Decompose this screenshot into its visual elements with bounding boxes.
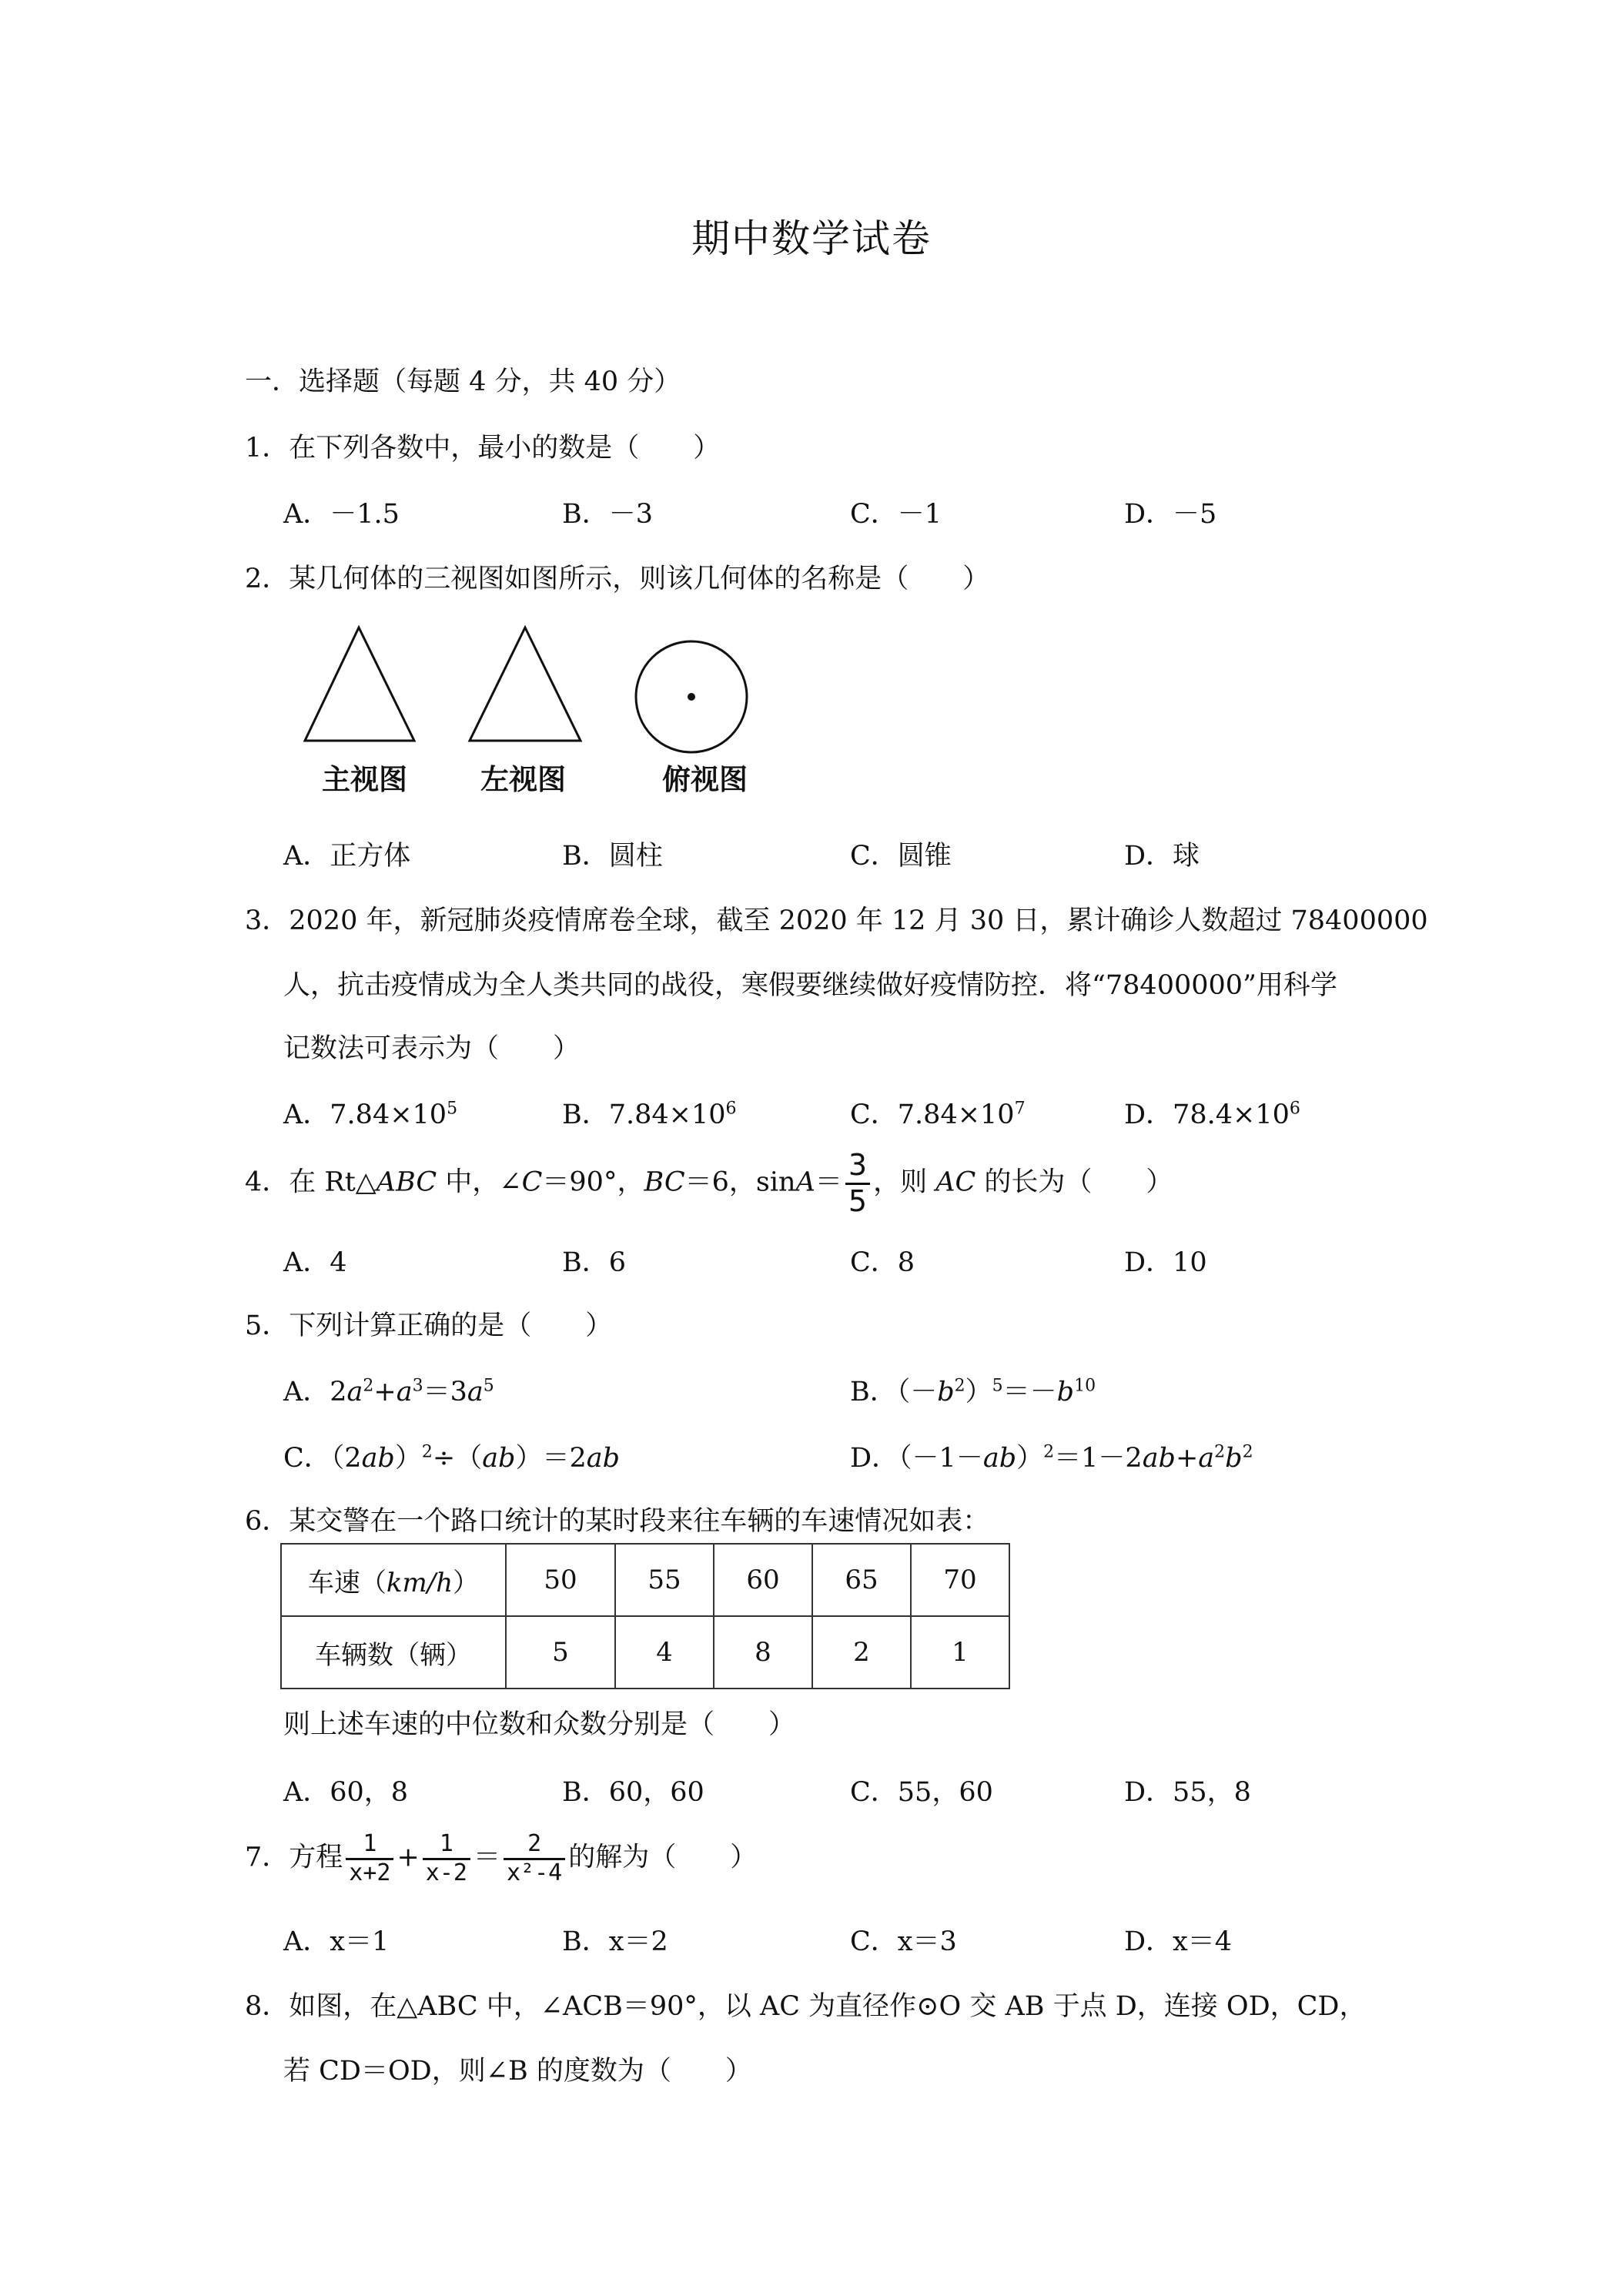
- count-cell: 4: [615, 1616, 714, 1689]
- question-3-line-3: 记数法可表示为（ ）: [283, 1033, 581, 1064]
- q4-option-d: D．10: [1124, 1247, 1207, 1278]
- fraction-1: $\frac{1}{x+2}$: [346, 1831, 393, 1886]
- question-7-stem: 7．方程 $\frac{1}{x+2}$ + $\frac{1}{x-2}$ ＝ $\frac{2}{\text{x²-4}}$ 的解为（ ）: [245, 1830, 758, 1886]
- q5-option-d: D．$(-1-ab)^2=1-2ab+a^2b^2$: [850, 1442, 1253, 1474]
- q5-option-a: A．$2a^2+a^3=3a^5$: [283, 1376, 494, 1407]
- question-5-stem: 5．下列计算正确的是（ ）: [245, 1310, 613, 1341]
- question-2-stem: 2．某几何体的三视图如图所示，则该几何体的名称是（ ）: [245, 564, 990, 594]
- three-view-figure: [293, 616, 770, 755]
- q2-option-c: C．圆锥: [850, 841, 952, 872]
- q4-option-b: B．6: [562, 1247, 626, 1278]
- q6-option-b: B．60，60: [562, 1777, 704, 1808]
- page-title: 期中数学试卷: [691, 216, 932, 261]
- q3-option-b: B．$7.84\times 10^6$: [562, 1099, 737, 1130]
- speed-cell: 70: [911, 1544, 1009, 1616]
- q1-option-d: D．－5: [1124, 499, 1217, 530]
- count-cell: 5: [506, 1616, 615, 1689]
- q7-option-a: A．x＝1: [283, 1926, 390, 1957]
- fraction-three-fifths: $\frac{3}{5}$: [845, 1149, 870, 1218]
- q7-option-b: B．x＝2: [562, 1926, 668, 1957]
- question-1-stem: 1．在下列各数中，最小的数是（ ）: [245, 433, 721, 464]
- front-view-label: 主视图: [322, 763, 407, 796]
- q7-option-d: D．x＝4: [1124, 1926, 1233, 1957]
- q3-option-d: D．$78.4\times 10^6$: [1124, 1099, 1300, 1130]
- left-view-label: 左视图: [480, 763, 566, 796]
- q6-option-c: C．55，60: [850, 1777, 993, 1808]
- front-view-triangle: [305, 628, 414, 741]
- question-3-line-1: 3．2020 年，新冠肺炎疫情席卷全球，截至 2020 年 12 月 30 日，累计确诊人数超过 78400000: [245, 905, 1428, 936]
- q2-option-d: D．球: [1124, 841, 1200, 872]
- speed-cell: 55: [615, 1544, 714, 1616]
- q7-option-c: C．x＝3: [850, 1926, 957, 1957]
- q3-option-a: A．$7.84\times 10^5$: [283, 1099, 458, 1130]
- question-8-line-2: 若 CD＝OD，则∠B 的度数为（ ）: [283, 2056, 752, 2087]
- speed-cell: 60: [714, 1544, 812, 1616]
- section-heading: 一．选择题（每题 4 分，共 40 分）: [245, 366, 681, 397]
- question-8-line-1: 8．如图，在△ABC 中，∠ACB＝90°，以 AC 为直径作⊙O 交 AB 于点 D，连接 OD，CD，: [245, 1991, 1367, 2022]
- question-6-stem: 6．某交警在一个路口统计的某时段来往车辆的车速情况如表：: [245, 1506, 990, 1537]
- fraction-2: $\frac{1}{x-2}$: [423, 1831, 470, 1886]
- q2-option-b: B．圆柱: [562, 841, 663, 872]
- count-cell: 2: [812, 1616, 911, 1689]
- speed-table: [280, 1543, 1010, 1689]
- top-view-label: 俯视图: [662, 763, 748, 796]
- q5-option-b: B．$(-b^2)^5=-b^{10}$: [850, 1376, 1096, 1407]
- q5-option-c: C．$(2ab)^2\div(ab)=2ab$: [283, 1442, 621, 1474]
- q2-option-a: A．正方体: [283, 841, 411, 872]
- fraction-3: $\frac{2}{\text{x²-4}}$: [504, 1831, 565, 1886]
- q6-option-a: A．60，8: [283, 1777, 409, 1808]
- count-cell: 1: [911, 1616, 1009, 1689]
- question-4-stem: 4．在 Rt△ABC 中，∠C＝90°，BC＝6，sinA＝ $\frac{3}{5}$ ，则 AC 的长为（ ）: [245, 1148, 1173, 1218]
- speed-cell: 50: [506, 1544, 615, 1616]
- q4-option-a: A．4: [283, 1247, 347, 1278]
- q1-option-a: A．－1.5: [283, 499, 400, 530]
- q6-option-d: D．55，8: [1124, 1777, 1251, 1808]
- q1-option-c: C．－1: [850, 499, 942, 530]
- question-6-follow: 则上述车速的中位数和众数分别是（ ）: [283, 1709, 796, 1740]
- table-row: [281, 1544, 1009, 1616]
- q4-option-c: C．8: [850, 1247, 915, 1278]
- question-3-line-2: 人，抗击疫情成为全人类共同的战役，寒假要继续做好疫情防控．将“78400000”用科学: [283, 970, 1337, 1001]
- left-view-triangle: [470, 628, 581, 741]
- q3-option-c: C．$7.84\times 10^7$: [850, 1099, 1026, 1130]
- q1-option-b: B．－3: [562, 499, 653, 530]
- top-view-center-dot: [688, 693, 695, 701]
- table-row: [281, 1616, 1009, 1689]
- table-header-count: 车辆数（辆）: [281, 1616, 506, 1689]
- count-cell: 8: [714, 1616, 812, 1689]
- table-header-speed: 车速（km/h）: [281, 1544, 506, 1616]
- speed-cell: 65: [812, 1544, 911, 1616]
